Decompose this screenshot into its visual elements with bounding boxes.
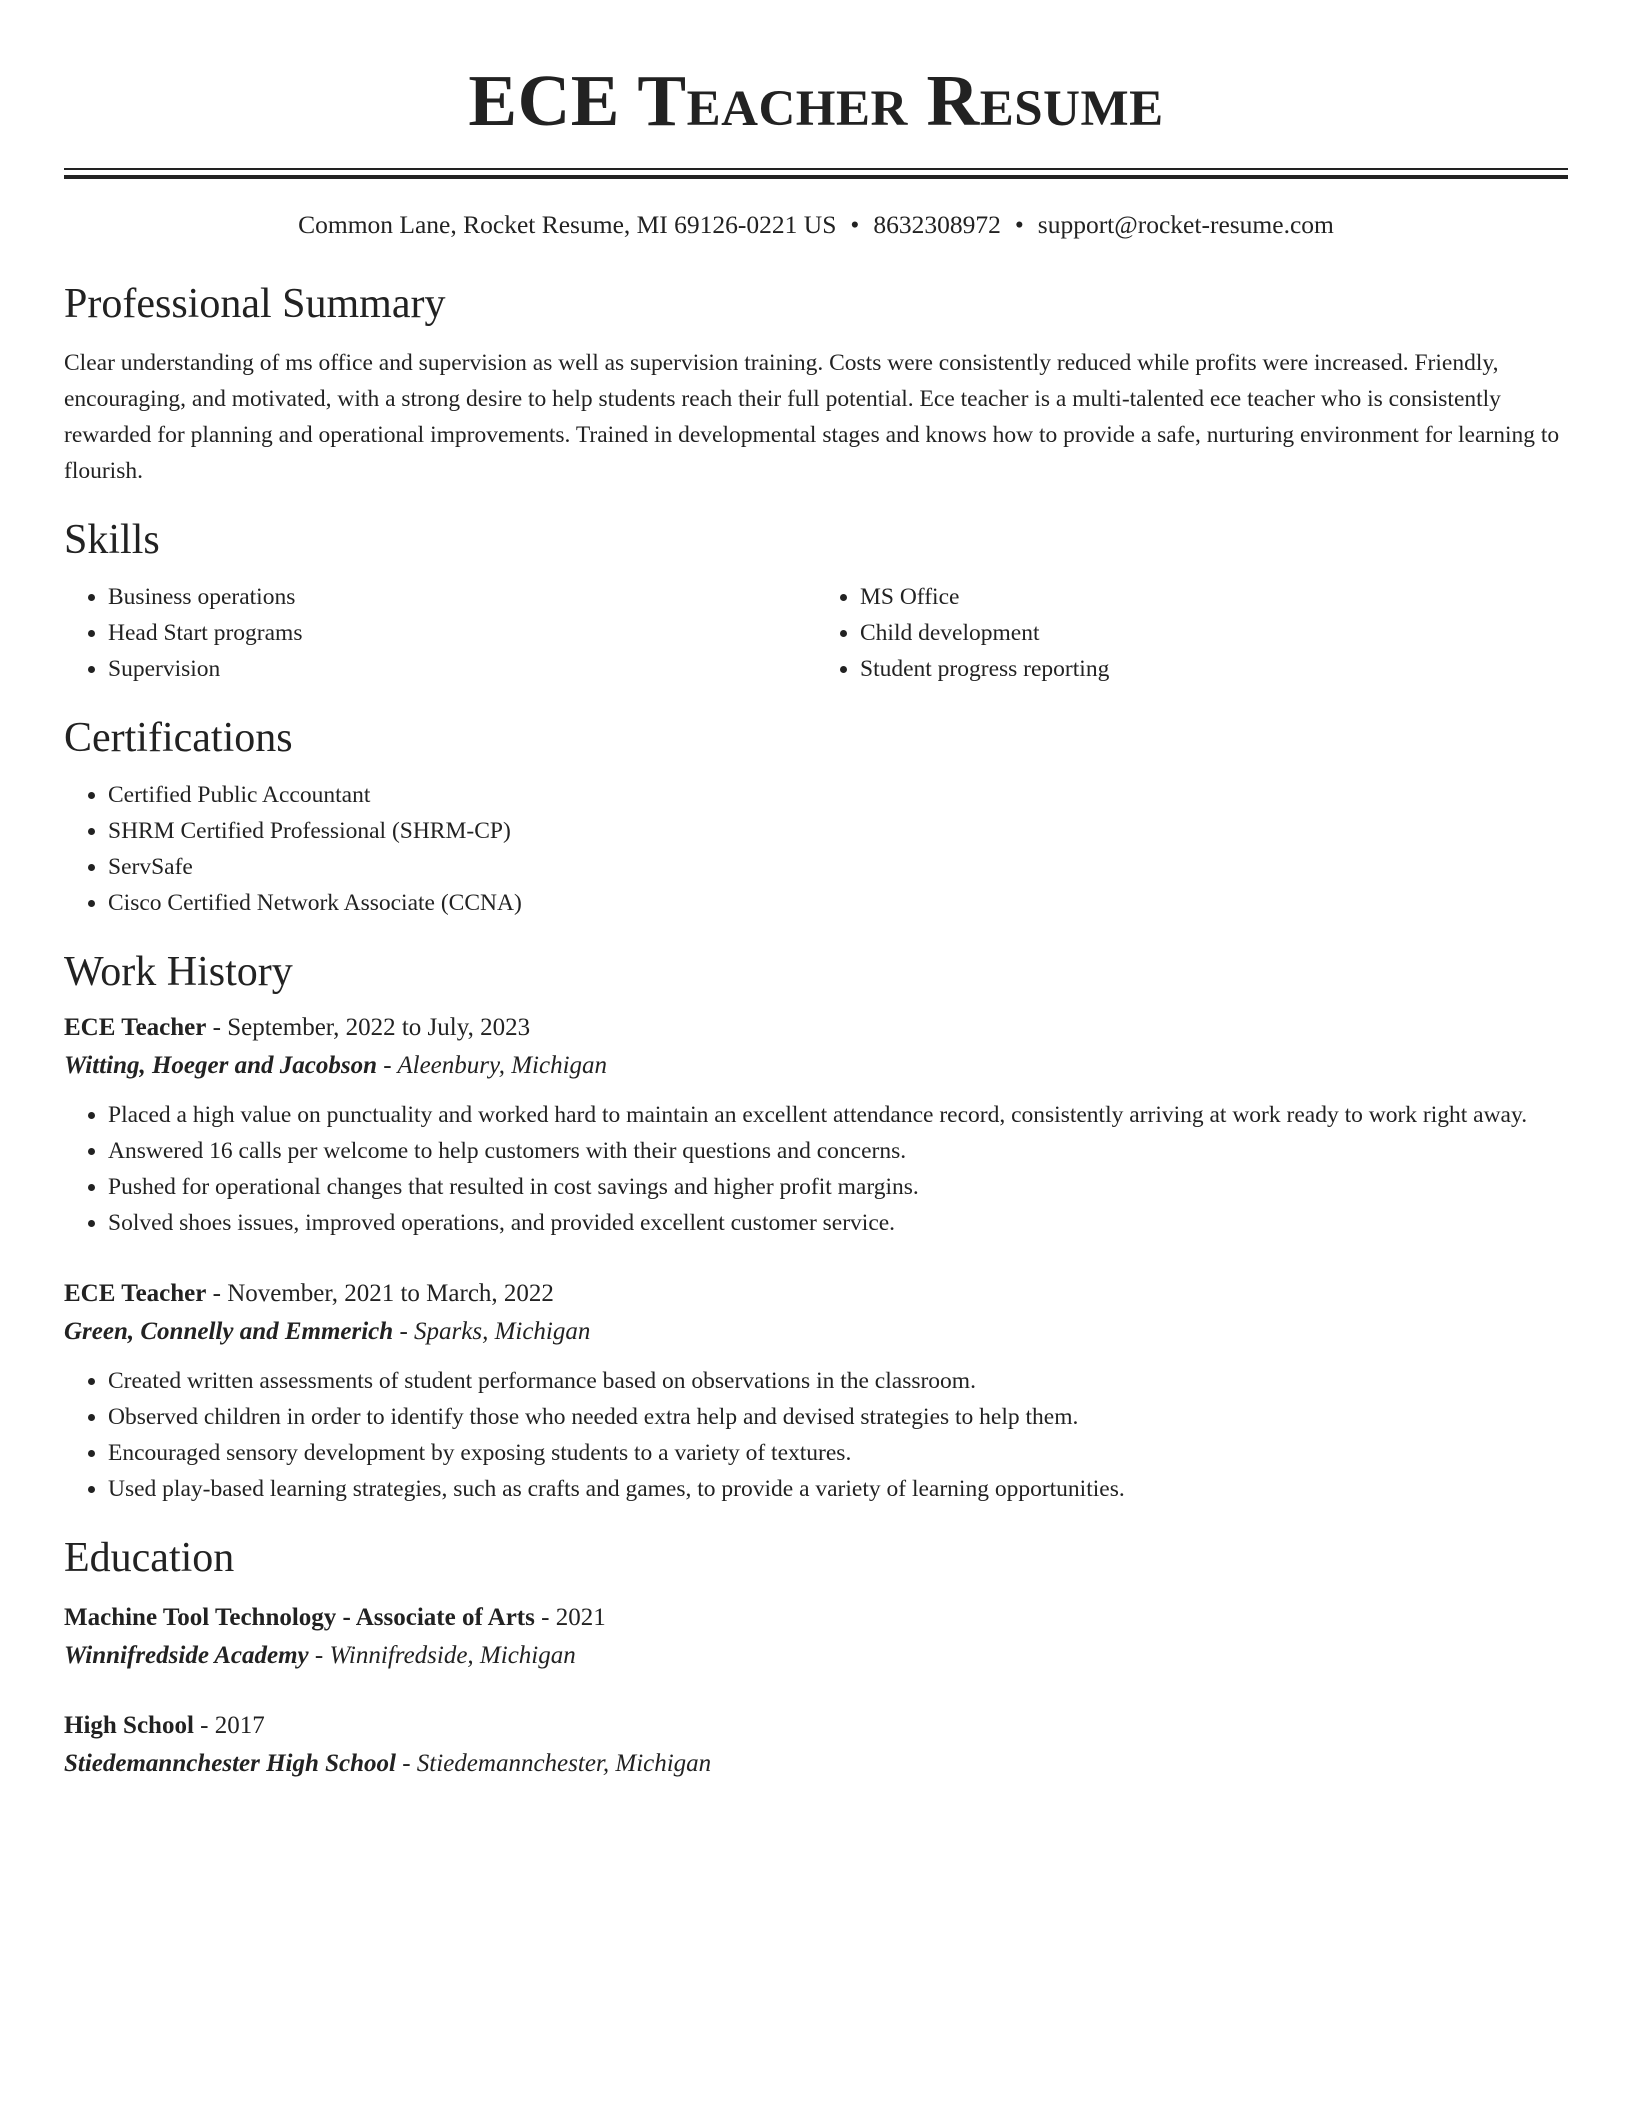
job-company-line <box>64 1047 1568 1085</box>
job-duty: • Pushed for operational changes that resulted in cost savings and higher profit margins. <box>108 1169 1568 1205</box>
job-duty: • Placed a high value on punctuality and worked hard to maintain an excellent attendance record, consistently arriving at work ready to work right away. <box>108 1097 1568 1133</box>
job-location: - Aleenbury, Michigan <box>377 1052 608 1079</box>
education-school-line <box>64 1745 1568 1783</box>
job-header <box>64 1275 1568 1313</box>
certification-item: • Cisco Certified Network Associate (CCNA) <box>108 885 1568 921</box>
skill-item: • Business operations <box>108 579 816 615</box>
job-duties-list <box>64 1363 1568 1507</box>
education-degree: Machine Tool Technology - Associate of Arts <box>64 1604 535 1631</box>
certification-item: • SHRM Certified Professional (SHRM-CP) <box>108 813 1568 849</box>
contact-separator: • <box>850 210 860 239</box>
certifications-heading: Certifications <box>64 715 293 761</box>
skill-item: • Supervision <box>108 651 816 687</box>
education-school-line <box>64 1637 1568 1675</box>
education-school: Winnifredside Academy <box>64 1642 309 1669</box>
skill-item: • Child development <box>860 615 1568 651</box>
contact-email: support@rocket-resume.com <box>1037 210 1334 239</box>
work-history-heading: Work History <box>64 949 293 995</box>
education-heading: Education <box>64 1535 235 1581</box>
job-company: Green, Connelly and Emmerich <box>64 1318 394 1345</box>
job-duty: • Used play-based learning strategies, such as crafts and games, to provide a variety of learning opportunities. <box>108 1471 1568 1507</box>
job-dates: - November, 2021 to March, 2022 <box>206 1280 554 1307</box>
job-duty: • Encouraged sensory development by exposing students to a variety of textures. <box>108 1435 1568 1471</box>
title-divider <box>64 168 1568 179</box>
certification-item: • Certified Public Accountant <box>108 777 1568 813</box>
summary-heading: Professional Summary <box>64 281 446 327</box>
education-header <box>64 1707 1568 1745</box>
summary-text: Clear understanding of ms office and supervision as well as supervision training. Costs were consistently reduced while profits were increased. Friendly, encouraging, and motivated, with a strong desire to help students reach their full potential. Ece teacher is a multi-talented ece teacher who is consistently rewarded for planning and operational improvements. Trained in developmental stages and knows how to provide a safe, nurturing environment for learning to flourish. <box>64 350 1560 484</box>
education-location: - Winnifredside, Michigan <box>308 1642 576 1669</box>
contact-separator: • <box>1014 210 1024 239</box>
job-company: Witting, Hoeger and Jacobson <box>64 1052 377 1079</box>
contact-address: Common Lane, Rocket Resume, MI 69126-0221 US <box>298 210 837 239</box>
education-header <box>64 1599 1568 1637</box>
skills-columns <box>64 579 1568 687</box>
job-title: ECE Teacher <box>64 1280 207 1307</box>
resume-title: ECE Teacher Resume <box>468 60 1164 141</box>
skill-item: • MS Office <box>860 579 1568 615</box>
job-title: ECE Teacher <box>64 1014 207 1041</box>
skill-item: • Student progress reporting <box>860 651 1568 687</box>
education-year: - 2017 <box>193 1712 265 1739</box>
education-year: - 2021 <box>534 1604 606 1631</box>
job-dates: - September, 2022 to July, 2023 <box>206 1014 531 1041</box>
skills-heading: Skills <box>64 517 160 563</box>
education-location: - Stiedemannchester, Michigan <box>395 1750 712 1777</box>
certifications-list <box>64 777 1568 921</box>
skill-item: • Head Start programs <box>108 615 816 651</box>
job-duties-list <box>64 1097 1568 1241</box>
job-duty: • Created written assessments of student performance based on observations in the classroom. <box>108 1363 1568 1399</box>
job-location: - Sparks, Michigan <box>393 1318 591 1345</box>
education-degree: High School <box>64 1712 194 1739</box>
job-duty: • Observed children in order to identify those who needed extra help and devised strategies to help them. <box>108 1399 1568 1435</box>
skills-list-right <box>816 579 1568 687</box>
contact-line <box>64 209 1568 241</box>
job-duty: • Solved shoes issues, improved operations, and provided excellent customer service. <box>108 1205 1568 1241</box>
education-school: Stiedemannchester High School <box>64 1750 396 1777</box>
contact-phone: 8632308972 <box>873 210 1001 239</box>
job-duty: • Answered 16 calls per welcome to help customers with their questions and concerns. <box>108 1133 1568 1169</box>
skills-list-left <box>64 579 816 687</box>
certification-item: • ServSafe <box>108 849 1568 885</box>
job-company-line <box>64 1313 1568 1351</box>
job-header <box>64 1009 1568 1047</box>
